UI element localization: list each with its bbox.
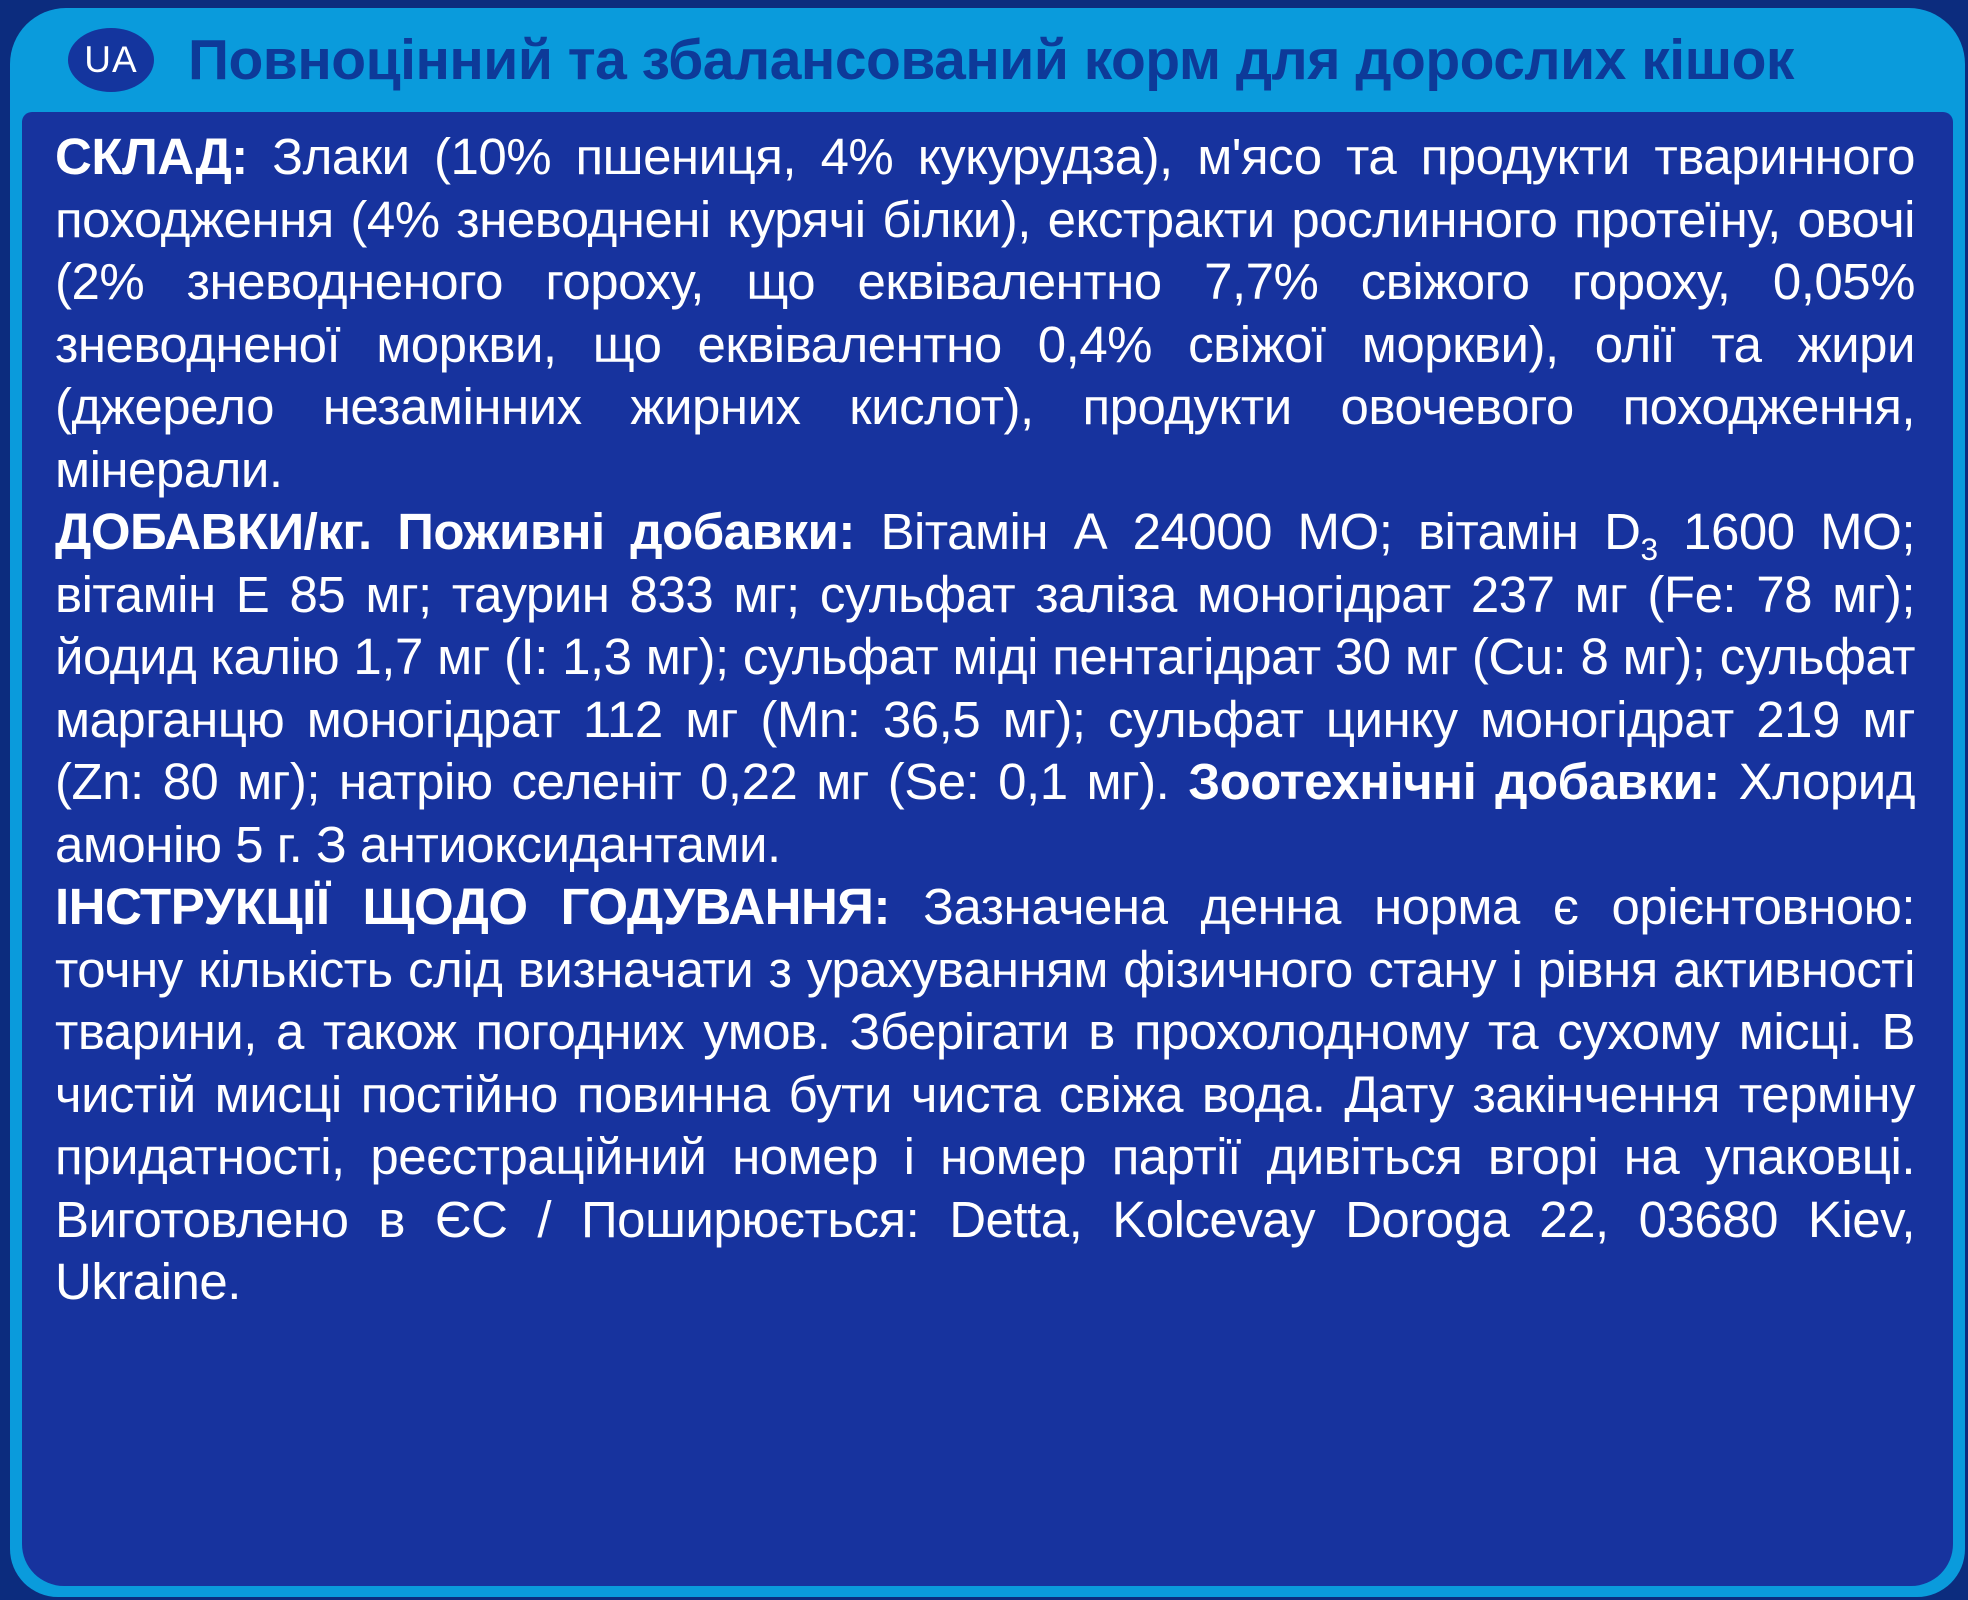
label-body-card [22, 112, 1953, 1586]
label-title: Повноцінний та збалансований корм для дорослих кішок [188, 28, 1794, 92]
additives-paragraph [55, 501, 1915, 876]
additives-text-part1: Вітамін А 24000 МО; вітамін D [880, 503, 1641, 560]
zootechnical-additives-text: Хлорид амонію 5 г. З антиоксидантами. [55, 753, 1915, 873]
additives-text-part2: 1600 МО; вітамін Е 85 мг; таурин 833 мг; сульфат заліза моногідрат 237 мг (Fe: 78 мг); йодид калію 1,7 мг (І: 1,3 мг); сульфат міді пентагідрат 30 мг (Cu: 8 мг); сульфат марганцю моногідрат 112 мг (Mn: 36,5 мг); сульфат цинку моногідрат 219 мг (Zn: 80 мг); натрію селеніт 0,22 мг (Se: 0,1 мг). [55, 503, 1915, 810]
zootechnical-additives-heading: Зоотехнічні добавки: [1188, 753, 1739, 810]
composition-heading: СКЛАД: [55, 128, 273, 185]
feeding-instructions-text: Зазначена денна норма є орієнтовною: точну кількість слід визначати з урахуванням фізичного стану і рівня активності тварини, а також погодних умов. Зберігати в прохолодному та сухому місці. В чистій мисці постійно повинна бути чиста свіжа вода. Дату закінчення терміну придатності, реєстраційний номер і номер партії дивіться вгорі на упаковці. Виготовлено в ЄС / Поширюється: Detta, Kolcevay Doroga 22, 03680 Kiev, Ukraine. [55, 878, 1915, 1310]
additives-heading: ДОБАВКИ/кг. Поживні добавки: [55, 503, 881, 560]
language-badge-label: UA [84, 39, 138, 80]
composition-paragraph [55, 126, 1915, 501]
vitamin-d3-subscript: 3 [1640, 531, 1658, 568]
feeding-instructions-heading: ІНСТРУКЦІЇ ЩОДО ГОДУВАННЯ: [55, 878, 924, 935]
composition-text: Злаки (10% пшениця, 4% кукурудза), м'ясо та продукти тваринного походження (4% зневоднені курячі білки), екстракти рослинного протеїну, овочі (2% зневодненого гороху, що еквівалентно 7,7% свіжого гороху, 0,05% зневодненої моркви, що еквівалентно 0,4% свіжої моркви), олії та жири (джерело незамінних жирних кислот), продукти овочевого походження, мінерали. [55, 128, 1916, 498]
label-header [10, 8, 1965, 112]
language-badge [68, 28, 154, 92]
feeding-instructions-paragraph [55, 876, 1915, 1314]
